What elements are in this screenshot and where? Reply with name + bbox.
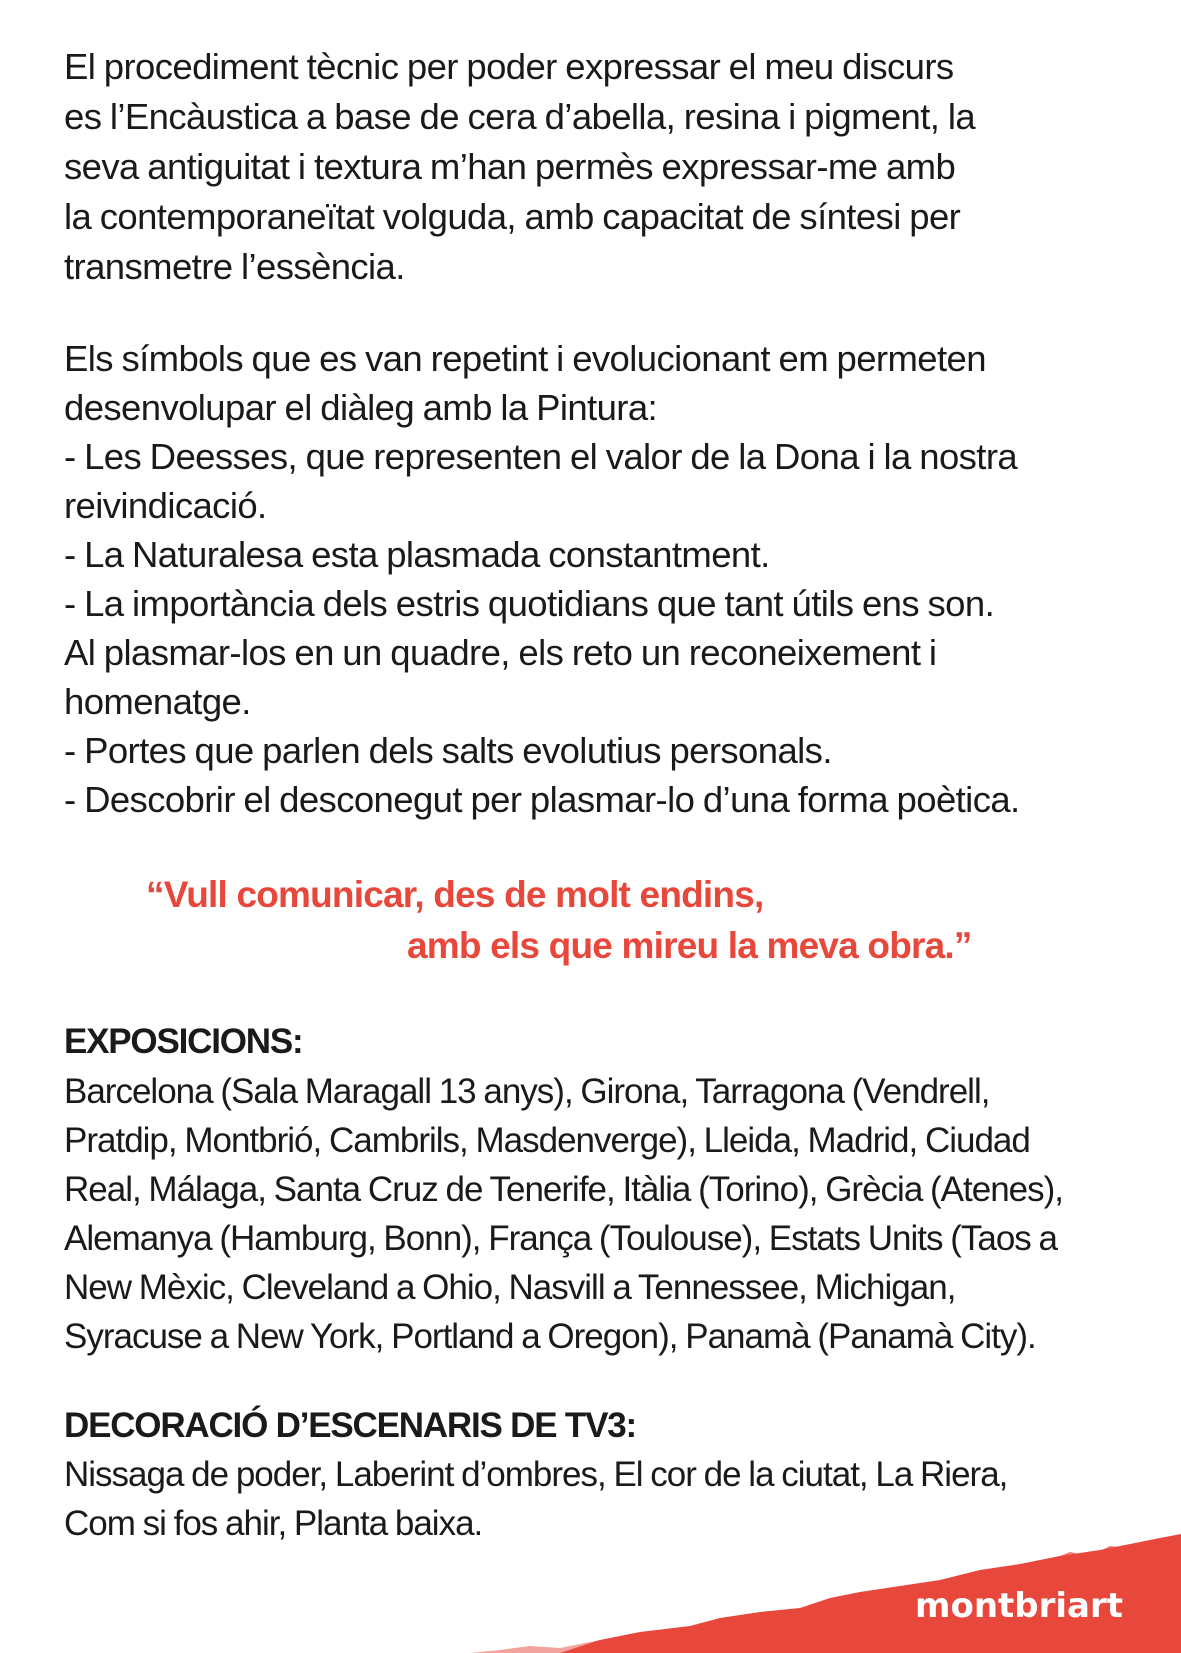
paragraph-line: desenvolupar el diàleg amb la Pintura: xyxy=(64,387,658,428)
symbols-paragraph xyxy=(64,334,1124,824)
list-item: reivindicació. xyxy=(64,485,267,526)
paragraph-line: Com si fos ahir, Planta baixa. xyxy=(64,1504,483,1543)
list-item: - La Naturalesa esta plasmada constantment. xyxy=(64,534,770,575)
paragraph-line: Barcelona (Sala Maragall 13 anys), Girona, Tarragona (Vendrell, xyxy=(64,1072,990,1111)
paragraph-line: Real, Málaga, Santa Cruz de Tenerife, Itàlia (Torino), Grècia (Atenes), xyxy=(64,1170,1064,1209)
quote-line-1: “Vull comunicar, des de molt endins, xyxy=(146,874,764,915)
paragraph-line: la contemporaneïtat volguda, amb capacitat de síntesi per xyxy=(64,196,961,237)
paragraph-line: Nissaga de poder, Laberint d’ombres, El cor de la ciutat, La Riera, xyxy=(64,1455,1008,1494)
exhibitions-heading: EXPOSICIONS: xyxy=(64,1022,303,1061)
paragraph-line: Syracuse a New York, Portland a Oregon), Panamà (Panamà City). xyxy=(64,1317,1036,1356)
montbriart-logo: montbriart xyxy=(915,1586,1123,1626)
list-item: - Les Deesses, que representen el valor de la Dona i la nostra xyxy=(64,436,1018,477)
intro-paragraph xyxy=(64,42,1124,292)
list-item: - Portes que parlen dels salts evolutius personals. xyxy=(64,730,832,771)
paragraph-line: Pratdip, Montbrió, Cambrils, Masdenverge), Lleida, Madrid, Ciudad xyxy=(64,1121,1030,1160)
paragraph-line: New Mèxic, Cleveland a Ohio, Nasvill a Tennessee, Michigan, xyxy=(64,1268,956,1307)
list-item: - La importància dels estris quotidians que tant útils ens son. xyxy=(64,583,995,624)
stage-design-heading: DECORACIÓ D’ESCENARIS DE TV3: xyxy=(64,1406,636,1445)
list-item: - Descobrir el desconegut per plasmar-lo d’una forma poètica. xyxy=(64,779,1020,820)
list-item: homenatge. xyxy=(64,681,251,722)
exhibitions-list xyxy=(64,1067,1124,1361)
paragraph-line: El procediment tècnic per poder expressar el meu discurs xyxy=(64,46,954,87)
paragraph-line: es l’Encàustica a base de cera d’abella, resina i pigment, la xyxy=(64,96,976,137)
paragraph-line: transmetre l’essència. xyxy=(64,246,405,287)
paragraph-line: seva antiguitat i textura m’han permès expressar-me amb xyxy=(64,146,956,187)
quote-line-2: amb els que mireu la meva obra.” xyxy=(407,925,972,966)
list-item: Al plasmar-los en un quadre, els reto un reconeixement i xyxy=(64,632,937,673)
footer-brush-stroke xyxy=(0,1500,1181,1653)
paragraph-line: Alemanya (Hamburg, Bonn), França (Toulouse), Estats Units (Taos a xyxy=(64,1219,1057,1258)
paragraph-line: Els símbols que es van repetint i evolucionant em permeten xyxy=(64,338,986,379)
